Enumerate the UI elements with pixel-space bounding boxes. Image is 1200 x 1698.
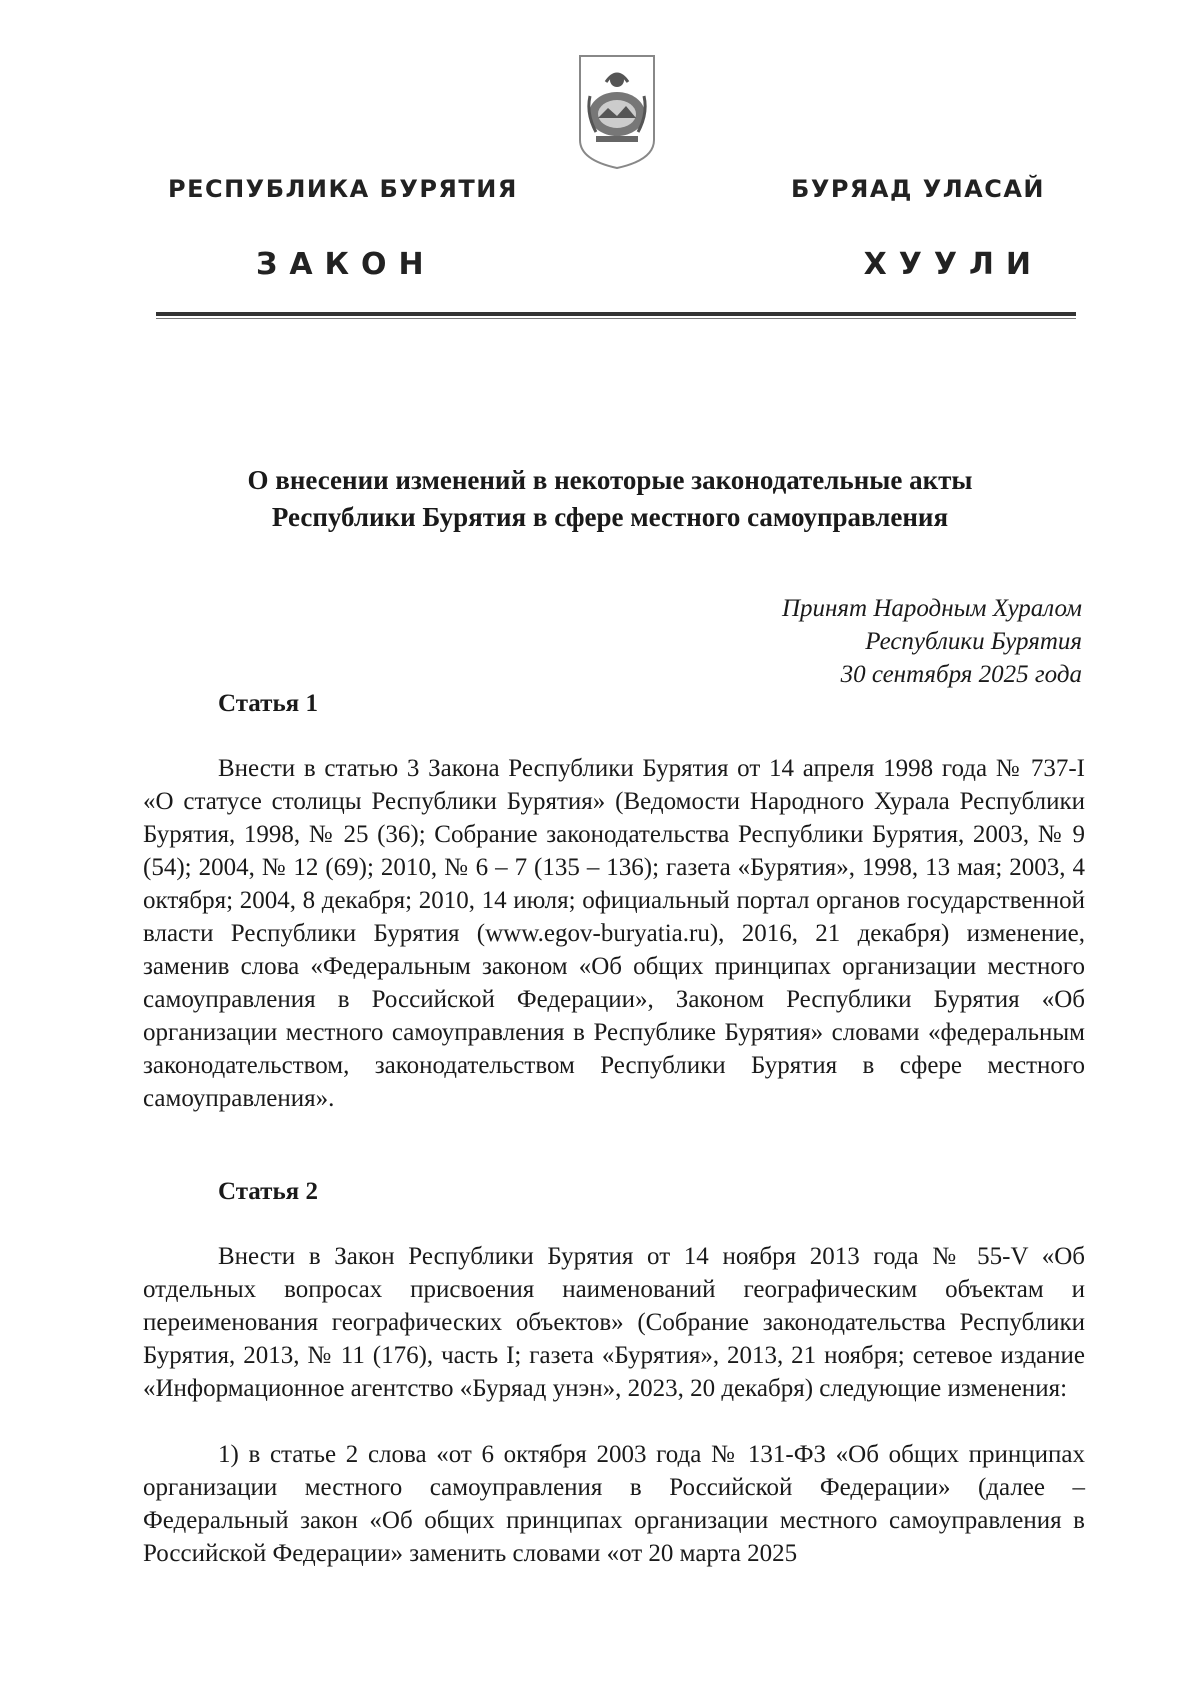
adoption-line: Республики Бурятия [865, 628, 1082, 655]
article-1-text: Внести в статью 3 Закона Республики Бурятия от 14 апреля 1998 года № 737-I «О статусе столицы Республики Бурятия» (Ведомости Народного Хурала Республики Бурятия, 1998, № 25 (36); Собрание законодательства Республики Бурятия, 2003, № 9 (54); 2004, № 12 (69); 2010, № 6 – 7 (135 – 136); газета «Бурятия», 1998, 13 мая; 2003, 4 октября; 2004, 8 декабря; 2010, 14 июля; официальный портал органов государственной власти Республики Бурятия (www.egov-buryatia.ru), 2016, 21 декабря) изменение, заменив слова «Федеральным законом «Об общих принципах организации местного самоуправления в Российской Федерации», Законом Республики Бурятия «Об организации местного самоуправления в Республике Бурятия» словами «федеральным законодательством, законодательством Республики Бурятия в сфере местного самоуправления». [143, 755, 1085, 1112]
doc-type-bua: ХУУЛИ [863, 247, 1043, 282]
doc-type-ru: ЗАКОН [256, 247, 436, 282]
article-2-item-1: 1) в статье 2 слова «от 6 октября 2003 года № 131-ФЗ «Об общих принципах организации местного самоуправления в Российской Федерации» (далее – Федеральный закон «Об общих принципах организации местного самоуправления в Российской Федерации» заменить словами «от 20 марта 2025 [143, 1441, 1085, 1567]
law-title [150, 462, 1070, 536]
adoption-note [782, 592, 1082, 691]
article-1-heading: Статья 1 [218, 690, 318, 717]
article-2-text: Внести в Закон Республики Бурятия от 14 ноября 2013 года № 55-V «Об отдельных вопросах присвоения наименований географическим объектам и переименования географических объектов» (Собрание законодательства Республики Бурятия, 2013, № 11 (176), часть I; газета «Бурятия», 2013, 21 ноября; сетевое издание «Информационное агентство «Буряад унэн», 2023, 20 декабря) следующие изменения: [143, 1243, 1085, 1402]
header-divider [156, 312, 1076, 316]
coat-of-arms-icon [576, 52, 658, 172]
law-title-line: О внесении изменений в некоторые законодательные акты [247, 465, 973, 495]
republic-name-bua: БУРЯАД УЛАСАЙ [791, 175, 1045, 203]
adoption-date: 30 сентября 2025 года [840, 661, 1082, 688]
article-2-heading: Статья 2 [218, 1178, 318, 1205]
header-divider-thin [156, 318, 1076, 319]
republic-name-ru: РЕСПУБЛИКА БУРЯТИЯ [168, 175, 518, 203]
adoption-line: Принят Народным Хуралом [781, 595, 1082, 622]
law-title-line: Республики Бурятия в сфере местного самоуправления [271, 502, 949, 532]
